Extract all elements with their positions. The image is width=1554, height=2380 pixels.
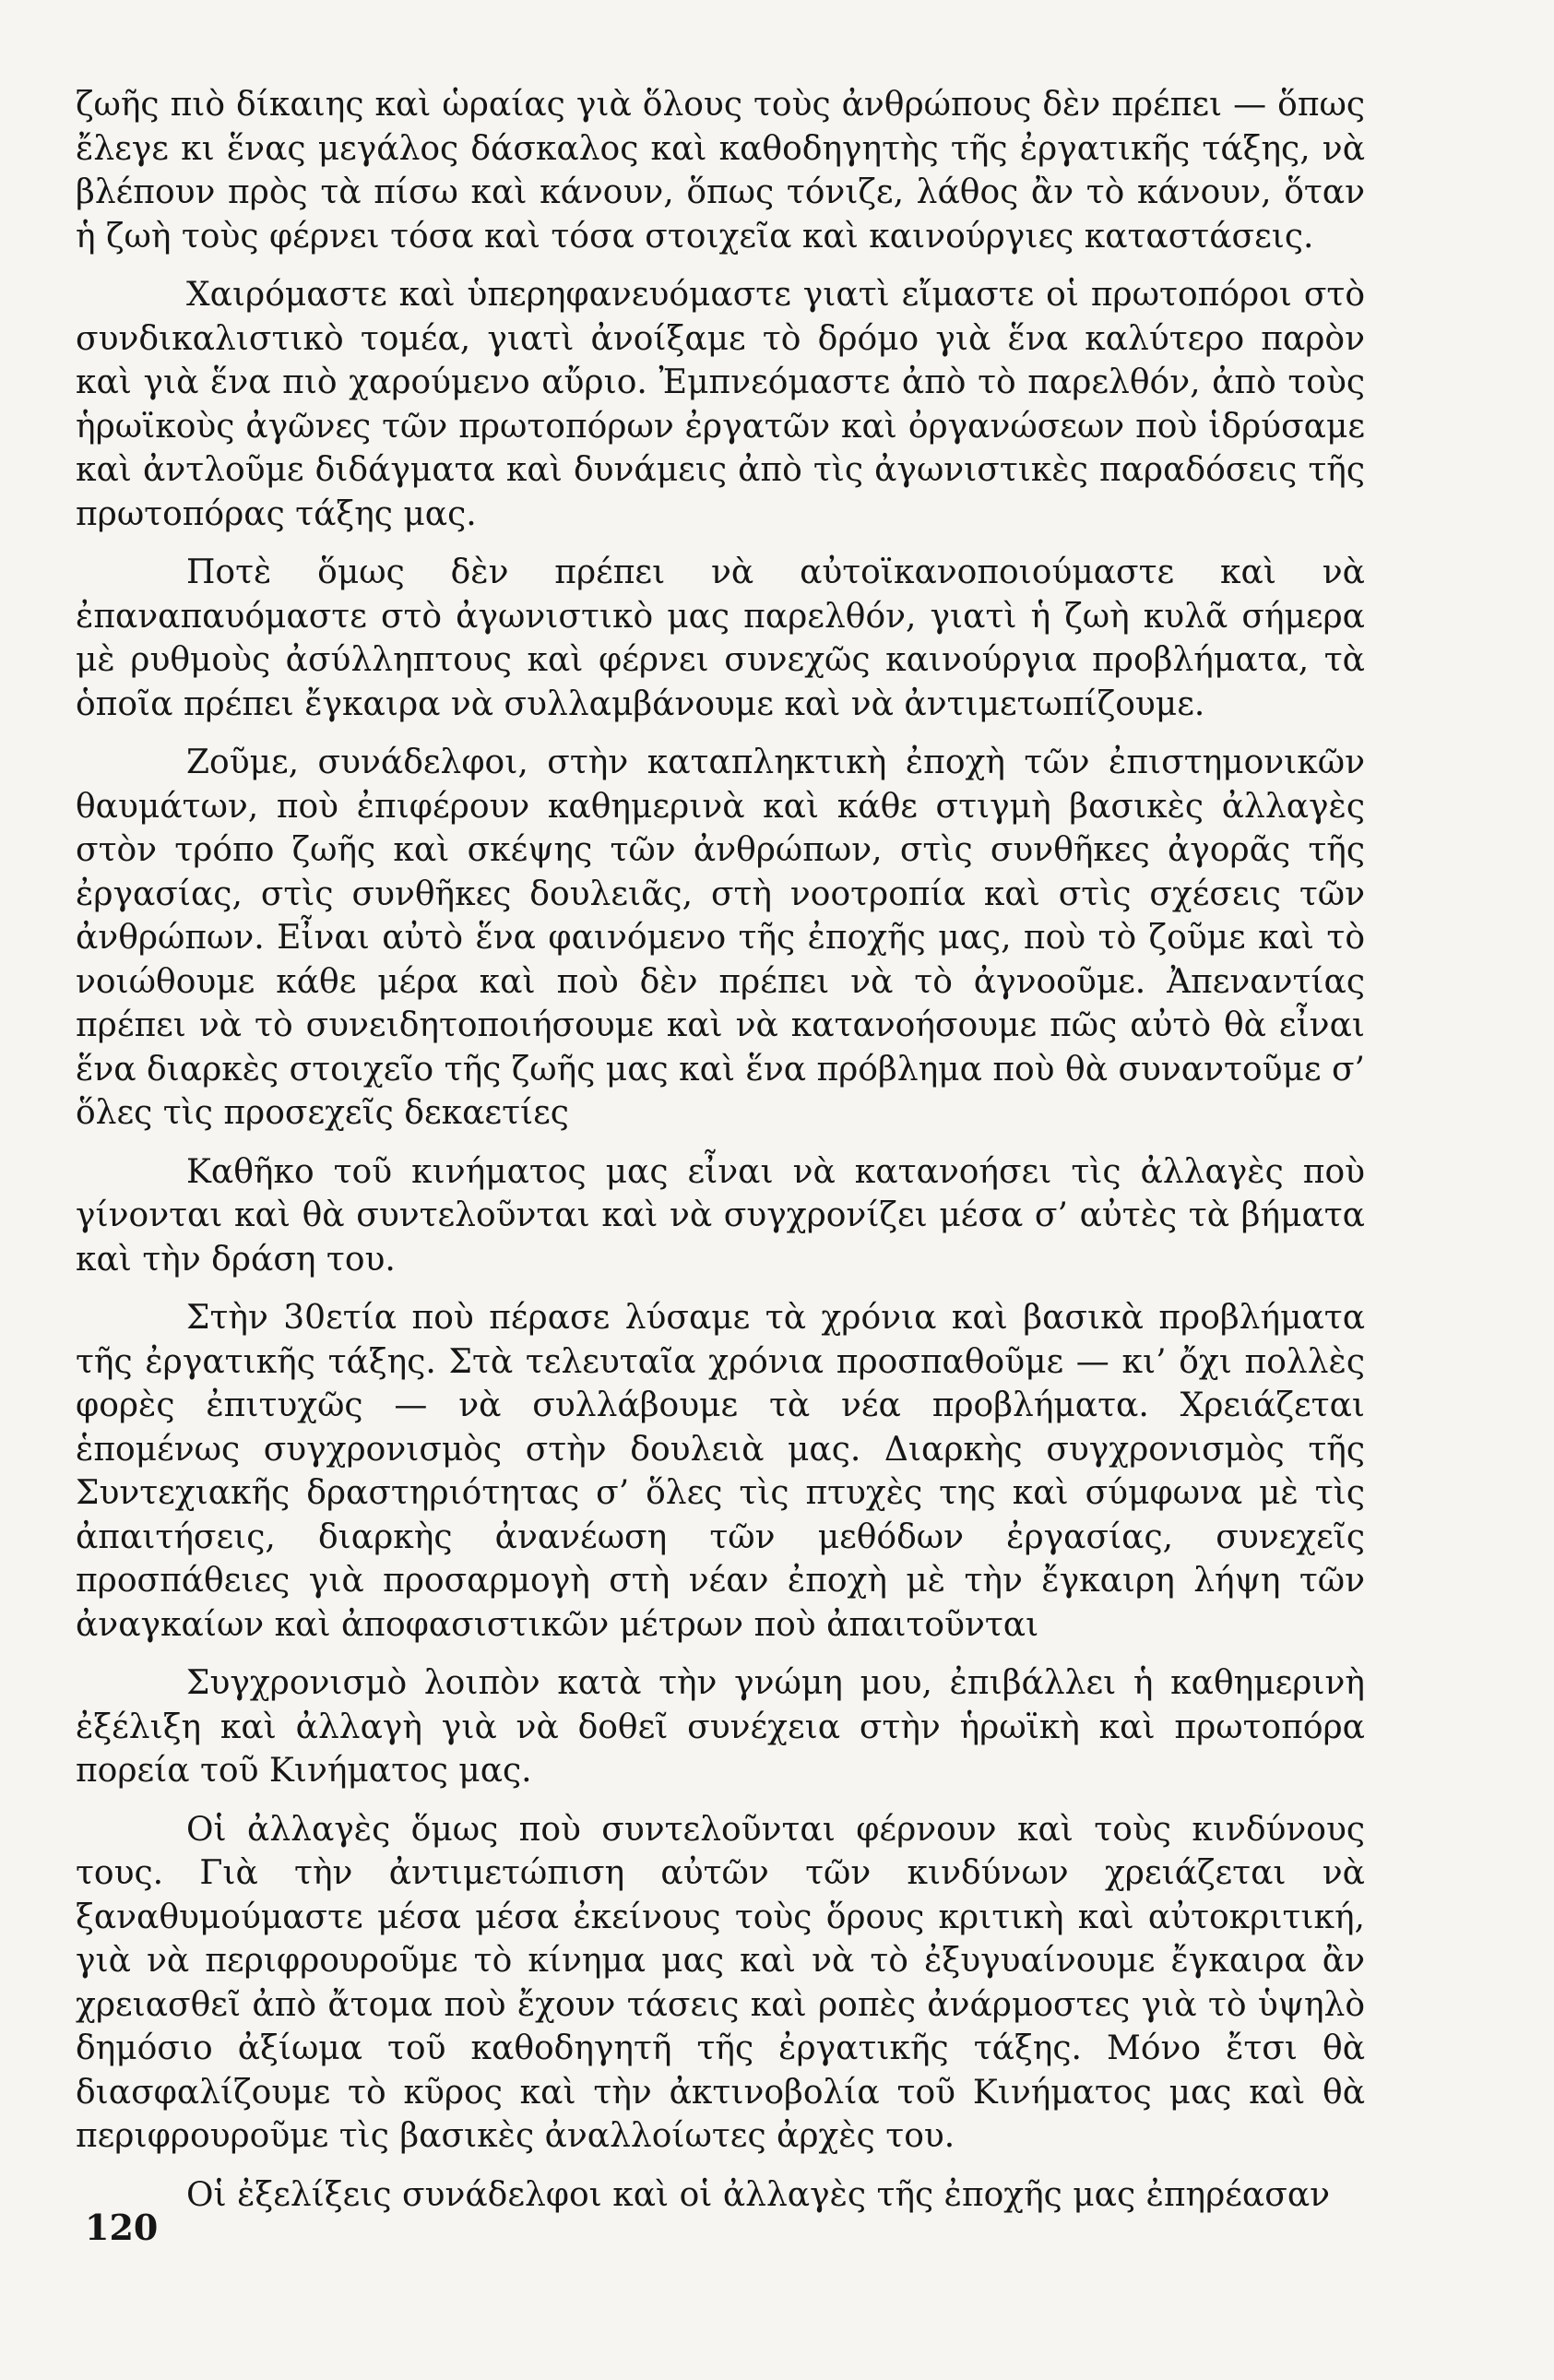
paragraph: Καθῆκο τοῦ κινήματος μας εἶναι νὰ κατανοήσει τὶς ἀλλαγὲς ποὺ γίνονται καὶ θὰ συντελοῦνται καὶ νὰ συγχρονίζει μέσα σ’ αὐτὲς τὰ βήματα καὶ τὴν δράση του.: [76, 1152, 1365, 1279]
paragraph: Οἱ ἐξελίξεις συνάδελφοι καὶ οἱ ἀλλαγὲς τῆς ἐποχῆς μας ἐπηρέασαν: [186, 2175, 1331, 2214]
paragraph: Ζοῦμε, συνάδελφοι, στὴν καταπληκτικὴ ἐποχὴ τῶν ἐπιστημονικῶν θαυμάτων, ποὺ ἐπιφέρουν καθημερινὰ καὶ κάθε στιγμὴ βασικὲς ἀλλαγὲς στὸν τρόπο ζωῆς καὶ σκέψης τῶν ἀνθρώπων, στὶς συνθῆκες ἀγορᾶς τῆς ἐργασίας, στὶς συνθῆκες δουλειᾶς, στὴ νοοτροπία καὶ στὶς σχέσεις τῶν ἀνθρώπων. Εἶναι αὐτὸ ἕνα φαινόμενο τῆς ἐποχῆς μας, ποὺ τὸ ζοῦμε καὶ τὸ νοιώθουμε κάθε μέρα καὶ ποὺ δὲν πρέπει νὰ τὸ ἀγνοοῦμε. Ἀπεναντίας πρέπει νὰ τὸ συνειδητοποιήσουμε καὶ νὰ κατανοήσουμε πῶς αὐτὸ θὰ εἶναι ἕνα διαρκὲς στοιχεῖο τῆς ζωῆς μας καὶ ἕνα πρόβλημα ποὺ θὰ συναντοῦμε σ’ ὅλες τὶς προσεχεῖς δεκαετίες: [76, 744, 1365, 1132]
paragraph: Χαιρόμαστε καὶ ὑπερηφανευόμαστε γιατὶ εἴμαστε οἱ πρωτοπόροι στὸ συνδικαλιστικὸ τομέα, γιατὶ ἀνοίξαμε τὸ δρόμο γιὰ ἕνα καλύτερο παρὸν καὶ γιὰ ἕνα πιὸ χαρούμενο αὔριο. Ἐμπνεόμαστε ἀπὸ τὸ παρελθόν, ἀπὸ τοὺς ἡρωϊκοὺς ἀγῶνες τῶν πρωτοπόρων ἐργατῶν καὶ ὀργανώσεων ποὺ ἱδρύσαμε καὶ ἀντλοῦμε διδάγματα καὶ δυνάμεις ἀπὸ τὶς ἀγωνιστικὲς παραδόσεις τῆς πρωτοπόρας τάξης μας.: [76, 276, 1365, 533]
paragraph: Ποτὲ ὅμως δὲν πρέπει νὰ αὐτοϊκανοποιούμαστε καὶ νὰ ἐπαναπαυόμαστε στὸ ἀγωνιστικὸ μας παρελθόν, γιατὶ ἡ ζωὴ κυλᾶ σήμερα μὲ ρυθμοὺς ἀσύλληπτους καὶ φέρνει συνεχῶς καινούργια προβλήματα, τὰ ὁποῖα πρέπει ἔγκαιρα νὰ συλλαμβάνουμε καὶ νὰ ἀντιμετωπίζουμε.: [76, 553, 1365, 723]
body-text: [76, 83, 1365, 2231]
page-number: 120: [85, 2207, 159, 2248]
paragraph: Στὴν 30ετία ποὺ πέρασε λύσαμε τὰ χρόνια καὶ βασικὰ προβλήματα τῆς ἐργατικῆς τάξης. Στὰ τελευταῖα χρόνια προσπαθοῦμε — κι’ ὄχι πολλὲς φορὲς ἐπιτυχῶς — νὰ συλλάβουμε τὰ νέα προβλήματα. Χρειάζεται ἑπομένως συγχρονισμὸς στὴν δουλειὰ μας. Διαρκὴς συγχρονισμὸς τῆς Συντεχιακῆς δραστηριότητας σ’ ὅλες τὶς πτυχὲς της καὶ σύμφωνα μὲ τὶς ἀπαιτήσεις, διαρκὴς ἀνανέωση τῶν μεθόδων ἐργασίας, συνεχεῖς προσπάθειες γιὰ προσαρμογὴ στὴ νέαν ἐποχὴ μὲ τὴν ἔγκαιρη λήψη τῶν ἀναγκαίων καὶ ἀποφασιστικῶν μέτρων ποὺ ἀπαιτοῦνται: [76, 1299, 1365, 1644]
paragraph: Συγχρονισμὸ λοιπὸν κατὰ τὴν γνώμη μου, ἐπιβάλλει ἡ καθημερινὴ ἐξέλιξη καὶ ἀλλαγὴ γιὰ νὰ δοθεῖ συνέχεια στὴν ἡρωϊκὴ καὶ πρωτοπόρα πορεία τοῦ Κινήματος μας.: [76, 1664, 1365, 1790]
paragraph: Οἱ ἀλλαγὲς ὅμως ποὺ συντελοῦνται φέρνουν καὶ τοὺς κινδύνους τους. Γιὰ τὴν ἀντιμετώπιση αὐτῶν τῶν κινδύνων χρειάζεται νὰ ξαναθυμούμαστε μέσα μέσα ἐκείνους τοὺς ὅρους κριτικὴ καὶ αὐτοκριτική, γιὰ νὰ περιφρουροῦμε τὸ κίνημα μας καὶ νὰ τὸ ἐξυγυαίνουμε ἔγκαιρα ἂν χρειασθεῖ ἀπὸ ἄτομα ποὺ ἔχουν τάσεις καὶ ροπὲς ἀνάρμοστες γιὰ τὸ ὑψηλὸ δημόσιο ἀξίωμα τοῦ καθοδηγητῆ τῆς ἐργατικῆς τάξης. Μόνο ἔτσι θὰ διασφαλίζουμε τὸ κῦρος καὶ τὴν ἀκτινοβολία τοῦ Κινήματος μας καὶ θὰ περιφρουροῦμε τὶς βασικὲς ἀναλλοίωτες ἀρχὲς του.: [76, 1810, 1365, 2155]
paragraph-continuation: ζωῆς πιὸ δίκαιης καὶ ὡραίας γιὰ ὅλους τοὺς ἀνθρώπους δὲν πρέπει — ὅπως ἔλεγε κι ἕνας μεγάλος δάσκαλος καὶ καθοδηγητὴς τῆς ἐργατικῆς τάξης, νὰ βλέπουν πρὸς τὰ πίσω καὶ κάνουν, ὅπως τόνιζε, λάθος ἂν τὸ κάνουν, ὅταν ἡ ζωὴ τοὺς φέρνει τόσα καὶ τόσα στοιχεῖα καὶ καινούργιες καταστάσεις.: [76, 86, 1365, 256]
